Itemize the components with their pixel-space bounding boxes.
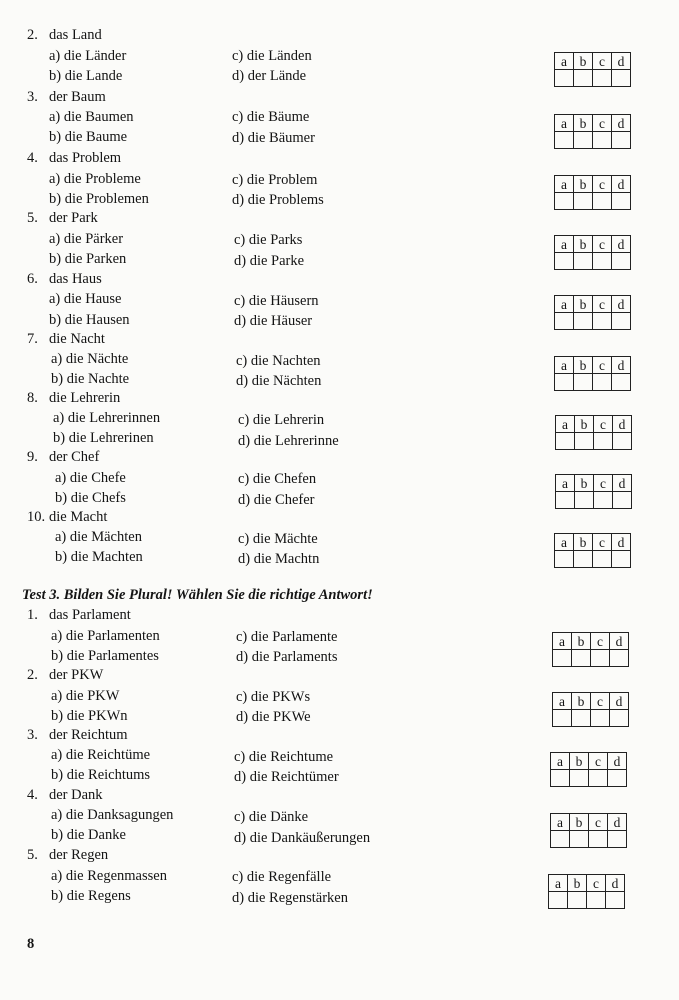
answer-cell-a[interactable] [549, 892, 568, 909]
answer-grid [554, 295, 631, 330]
option-b: b) die Chefs [55, 490, 126, 506]
option-d: d) die Parlaments [236, 649, 338, 665]
answer-cell-c[interactable] [594, 433, 613, 450]
answer-cell-b[interactable] [574, 132, 593, 149]
answer-cell-d[interactable] [608, 831, 627, 848]
answer-cell-a[interactable] [556, 433, 575, 450]
answer-cell-c[interactable] [593, 70, 612, 87]
option-c: c) die Dänke [234, 809, 309, 825]
option-c: c) die Chefen [238, 471, 317, 487]
answer-label-c: c [589, 753, 608, 770]
question-title [27, 389, 120, 407]
answer-cell-b[interactable] [574, 551, 593, 568]
option-a: a) die Hause [49, 291, 122, 307]
answer-grid-labels-row [553, 693, 629, 710]
answer-label-c: c [589, 814, 608, 831]
answer-cell-b[interactable] [568, 892, 587, 909]
answer-label-c: c [593, 176, 612, 193]
option-a: a) die Nächte [51, 351, 129, 367]
answer-cell-c[interactable] [589, 831, 608, 848]
option-c: c) die Reichtume [234, 749, 334, 765]
answer-cell-a[interactable] [555, 132, 574, 149]
option-d: d) die Parke [234, 253, 305, 269]
answer-label-a: a [551, 753, 570, 770]
question-word: die Macht [49, 509, 108, 525]
question-title [27, 330, 105, 348]
question-title [27, 88, 106, 106]
answer-grid [554, 356, 631, 391]
answer-label-a: a [553, 633, 572, 650]
answer-grid-input-row [553, 650, 629, 667]
option-d: d) die Reichtümer [234, 769, 339, 785]
option-a: a) die Länder [49, 48, 127, 64]
answer-cell-b[interactable] [574, 374, 593, 391]
answer-grid-labels-row [553, 633, 629, 650]
question-title [27, 846, 108, 864]
answer-label-b: b [574, 534, 593, 551]
answer-grid-labels-row [555, 296, 631, 313]
question-word: der Dank [49, 787, 103, 803]
option-d: d) die Häuser [234, 313, 313, 329]
option-a: a) die Regenmassen [51, 868, 167, 884]
option-d: d) die Dankäußerungen [234, 830, 371, 846]
answer-label-c: c [593, 534, 612, 551]
answer-label-a: a [555, 176, 574, 193]
answer-label-a: a [555, 236, 574, 253]
option-a: a) die Parlamenten [51, 628, 160, 644]
answer-cell-d[interactable] [610, 650, 629, 667]
answer-cell-b[interactable] [574, 193, 593, 210]
answer-cell-d[interactable] [612, 132, 631, 149]
answer-grid [555, 474, 632, 509]
answer-label-b: b [574, 53, 593, 70]
option-b: b) die Reichtums [51, 767, 151, 783]
answer-cell-a[interactable] [555, 374, 574, 391]
answer-grid-labels-row [556, 475, 632, 492]
answer-cell-b[interactable] [574, 253, 593, 270]
answer-cell-a[interactable] [555, 313, 574, 330]
answer-grid-labels-row [555, 534, 631, 551]
answer-label-b: b [574, 296, 593, 313]
answer-grid-labels-row [555, 115, 631, 132]
answer-grid-labels-row [555, 357, 631, 374]
question-word: der Park [49, 210, 98, 226]
answer-label-c: c [594, 416, 613, 433]
question-title [27, 726, 128, 744]
answer-label-b: b [574, 115, 593, 132]
question-word: die Lehrerin [49, 390, 121, 406]
answer-grid-labels-row [555, 236, 631, 253]
answer-cell-d[interactable] [610, 710, 629, 727]
answer-cell-d[interactable] [612, 374, 631, 391]
answer-cell-d[interactable] [612, 193, 631, 210]
answer-label-b: b [568, 875, 587, 892]
answer-label-b: b [570, 814, 589, 831]
question-number: 10. [27, 509, 46, 525]
answer-cell-d[interactable] [613, 492, 632, 509]
answer-label-c: c [587, 875, 606, 892]
option-b: b) die Baume [49, 129, 128, 145]
answer-grid-input-row [555, 374, 631, 391]
answer-grid [554, 533, 631, 568]
answer-label-d: d [610, 693, 629, 710]
option-c: c) die Problem [232, 172, 318, 188]
option-c: c) die Häusern [234, 293, 319, 309]
answer-cell-a[interactable] [555, 551, 574, 568]
option-c: c) die Parlamente [236, 629, 338, 645]
answer-cell-d[interactable] [613, 433, 632, 450]
question-title [27, 606, 131, 624]
question-title [27, 448, 99, 466]
answer-label-c: c [594, 475, 613, 492]
answer-cell-c[interactable] [593, 551, 612, 568]
option-b: b) die Lehrerinen [53, 430, 154, 446]
option-a: a) die Mächten [55, 529, 142, 545]
answer-cell-a[interactable] [551, 831, 570, 848]
option-b: b) die Nachte [51, 371, 130, 387]
answer-grid-input-row [555, 70, 631, 87]
answer-label-b: b [575, 416, 594, 433]
option-c: c) die PKWs [236, 689, 311, 705]
answer-cell-b[interactable] [572, 710, 591, 727]
question-title [27, 786, 103, 804]
option-b: b) die Lande [49, 68, 123, 84]
answer-cell-b[interactable] [572, 650, 591, 667]
answer-label-c: c [591, 633, 610, 650]
option-a: a) die Danksagungen [51, 807, 174, 823]
option-c: c) die Länden [232, 48, 312, 64]
option-d: d) die Lehrerinne [238, 433, 339, 449]
answer-grid-input-row [553, 710, 629, 727]
answer-cell-b[interactable] [575, 492, 594, 509]
answer-grid-input-row [555, 551, 631, 568]
answer-cell-a[interactable] [555, 70, 574, 87]
test3-heading: Test 3. Bilden Sie Plural! Wählen Sie die richtige Antwort! [22, 587, 373, 603]
answer-label-a: a [549, 875, 568, 892]
question-word: das Haus [49, 271, 102, 287]
answer-cell-c[interactable] [593, 193, 612, 210]
answer-cell-c[interactable] [591, 710, 610, 727]
answer-cell-c[interactable] [593, 313, 612, 330]
answer-cell-b[interactable] [574, 70, 593, 87]
question-number: 2. [27, 27, 38, 43]
question-word: der PKW [49, 667, 104, 683]
answer-grid [552, 692, 629, 727]
answer-grid-labels-row [555, 53, 631, 70]
question-title [27, 26, 102, 44]
answer-grid [554, 175, 631, 210]
answer-label-a: a [555, 534, 574, 551]
option-b: b) die Machten [55, 549, 143, 565]
answer-grid-input-row [556, 492, 632, 509]
question-word: die Nacht [49, 331, 105, 347]
option-d: d) der Lände [232, 68, 307, 84]
answer-label-d: d [612, 534, 631, 551]
answer-grid [554, 235, 631, 270]
question-number: 1. [27, 607, 38, 623]
answer-label-b: b [570, 753, 589, 770]
answer-label-c: c [593, 236, 612, 253]
question-word: das Land [49, 27, 102, 43]
answer-grid [550, 813, 627, 848]
option-c: c) die Lehrerin [238, 412, 325, 428]
question-number: 4. [27, 150, 38, 166]
answer-label-b: b [572, 633, 591, 650]
answer-grid [554, 52, 631, 87]
option-b: b) die Parlamentes [51, 648, 159, 664]
answer-label-c: c [593, 53, 612, 70]
answer-label-a: a [555, 296, 574, 313]
answer-grid [555, 415, 632, 450]
option-b: b) die Danke [51, 827, 126, 843]
answer-cell-b[interactable] [570, 831, 589, 848]
answer-cell-c[interactable] [593, 132, 612, 149]
answer-label-d: d [612, 296, 631, 313]
question-number: 2. [27, 667, 38, 683]
answer-label-d: d [612, 115, 631, 132]
option-a: a) die Lehrerinnen [53, 410, 161, 426]
answer-grid [550, 752, 627, 787]
answer-cell-a[interactable] [553, 710, 572, 727]
answer-label-a: a [553, 693, 572, 710]
option-b: b) die Regens [51, 888, 131, 904]
answer-cell-c[interactable] [591, 650, 610, 667]
answer-cell-a[interactable] [555, 193, 574, 210]
answer-cell-c[interactable] [594, 492, 613, 509]
question-number: 3. [27, 727, 38, 743]
answer-grid-labels-row [555, 176, 631, 193]
answer-label-b: b [575, 475, 594, 492]
answer-label-d: d [612, 53, 631, 70]
answer-label-d: d [613, 416, 632, 433]
question-title [27, 209, 98, 227]
answer-grid-input-row [551, 831, 627, 848]
answer-label-c: c [593, 357, 612, 374]
answer-label-b: b [572, 693, 591, 710]
question-title [27, 270, 102, 288]
answer-grid-input-row [555, 253, 631, 270]
answer-cell-b[interactable] [570, 770, 589, 787]
answer-cell-d[interactable] [612, 313, 631, 330]
question-number: 8. [27, 390, 38, 406]
answer-label-b: b [574, 236, 593, 253]
answer-cell-d[interactable] [608, 770, 627, 787]
answer-cell-a[interactable] [555, 253, 574, 270]
answer-label-d: d [608, 814, 627, 831]
option-a: a) die Baumen [49, 109, 134, 125]
option-b: b) die Hausen [49, 312, 130, 328]
question-word: der Reichtum [49, 727, 128, 743]
question-number: 4. [27, 787, 38, 803]
option-d: d) die Machtn [238, 551, 320, 567]
answer-cell-a[interactable] [551, 770, 570, 787]
option-c: c) die Mächte [238, 531, 318, 547]
question-number: 5. [27, 210, 38, 226]
answer-cell-b[interactable] [575, 433, 594, 450]
answer-grid-input-row [551, 770, 627, 787]
answer-label-d: d [606, 875, 625, 892]
answer-grid-labels-row [551, 753, 627, 770]
option-a: a) die Pärker [49, 231, 124, 247]
question-word: der Regen [49, 847, 109, 863]
question-word: der Baum [49, 89, 106, 105]
option-c: c) die Regenfälle [232, 869, 332, 885]
option-b: b) die Problemen [49, 191, 149, 207]
option-c: c) die Bäume [232, 109, 310, 125]
answer-cell-c[interactable] [593, 374, 612, 391]
answer-cell-d[interactable] [612, 551, 631, 568]
answer-cell-d[interactable] [612, 253, 631, 270]
answer-grid [552, 632, 629, 667]
answer-label-c: c [591, 693, 610, 710]
answer-label-a: a [555, 357, 574, 374]
answer-label-c: c [593, 296, 612, 313]
answer-grid-labels-row [551, 814, 627, 831]
answer-grid-input-row [549, 892, 625, 909]
page-number: 8 [27, 936, 35, 952]
answer-label-a: a [551, 814, 570, 831]
question-title [27, 666, 103, 684]
answer-label-d: d [610, 633, 629, 650]
answer-grid-input-row [556, 433, 632, 450]
answer-label-d: d [612, 236, 631, 253]
option-a: a) die PKW [51, 688, 120, 704]
question-number: 7. [27, 331, 38, 347]
option-a: a) die Probleme [49, 171, 141, 187]
question-word: das Problem [49, 150, 122, 166]
answer-label-a: a [555, 53, 574, 70]
answer-label-b: b [574, 176, 593, 193]
answer-label-a: a [556, 475, 575, 492]
answer-label-b: b [574, 357, 593, 374]
answer-label-d: d [608, 753, 627, 770]
answer-label-d: d [612, 176, 631, 193]
answer-label-a: a [555, 115, 574, 132]
option-a: a) die Chefe [55, 470, 126, 486]
option-b: b) die Parken [49, 251, 127, 267]
option-c: c) die Nachten [236, 353, 321, 369]
option-d: d) die Bäumer [232, 130, 315, 146]
answer-cell-d[interactable] [612, 70, 631, 87]
answer-cell-c[interactable] [593, 253, 612, 270]
answer-grid-labels-row [549, 875, 625, 892]
option-d: d) die Nächten [236, 373, 322, 389]
question-title [27, 149, 121, 167]
question-number: 9. [27, 449, 38, 465]
answer-label-d: d [612, 357, 631, 374]
answer-label-a: a [556, 416, 575, 433]
answer-cell-c[interactable] [589, 770, 608, 787]
option-c: c) die Parks [234, 232, 303, 248]
question-word: das Parlament [49, 607, 131, 623]
answer-cell-a[interactable] [556, 492, 575, 509]
answer-cell-b[interactable] [574, 313, 593, 330]
option-d: d) die Problems [232, 192, 324, 208]
answer-grid [548, 874, 625, 909]
answer-grid-labels-row [556, 416, 632, 433]
answer-grid-input-row [555, 313, 631, 330]
answer-cell-a[interactable] [553, 650, 572, 667]
answer-grid-input-row [555, 193, 631, 210]
answer-grid [554, 114, 631, 149]
question-number: 3. [27, 89, 38, 105]
answer-grid-input-row [555, 132, 631, 149]
option-d: d) die Chefer [238, 492, 315, 508]
option-d: d) die PKWe [236, 709, 311, 725]
question-title [27, 508, 107, 526]
question-number: 6. [27, 271, 38, 287]
option-d: d) die Regenstärken [232, 890, 348, 906]
answer-cell-c[interactable] [587, 892, 606, 909]
option-b: b) die PKWn [51, 708, 128, 724]
answer-label-d: d [613, 475, 632, 492]
answer-cell-d[interactable] [606, 892, 625, 909]
answer-label-c: c [593, 115, 612, 132]
question-word: der Chef [49, 449, 100, 465]
option-a: a) die Reichtüme [51, 747, 151, 763]
question-number: 5. [27, 847, 38, 863]
